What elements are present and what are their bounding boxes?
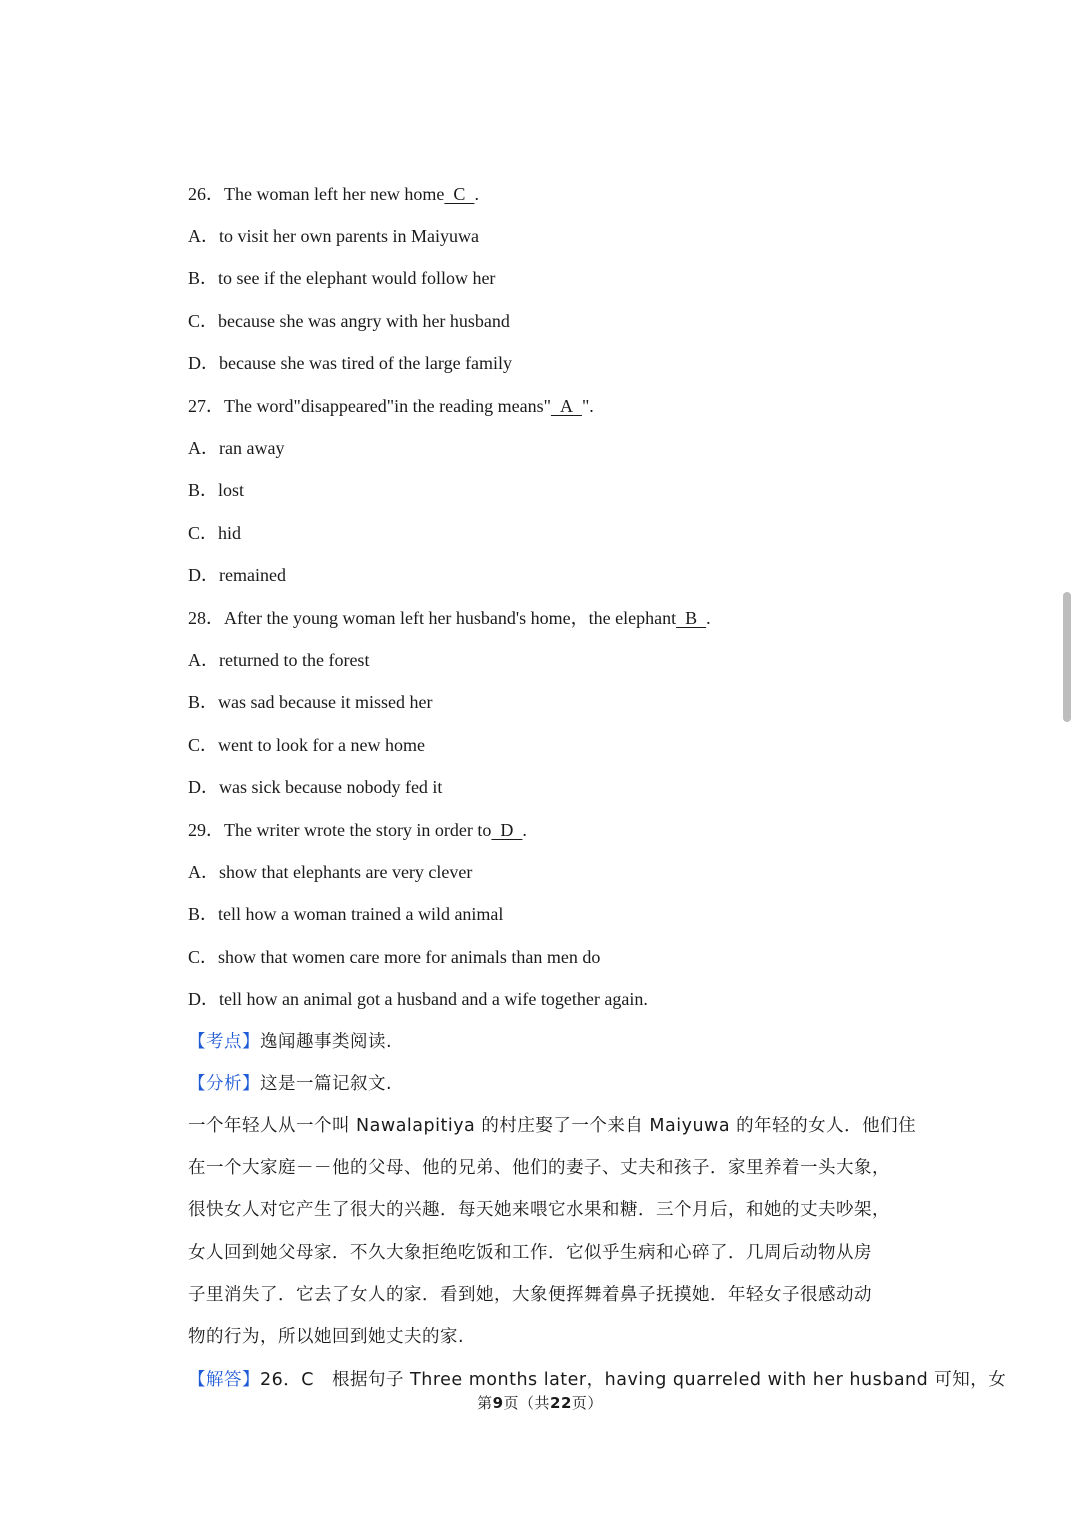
option-item: A．ran away bbox=[188, 438, 285, 458]
analysis-line: 在一个大家庭－－他的父母、他的兄弟、他们的妻子、丈夫和孩子．家里养着一头大象， bbox=[188, 1158, 890, 1178]
fenxi-label: 【分析】 bbox=[188, 1074, 260, 1094]
scrollbar-thumb[interactable] bbox=[1063, 592, 1071, 722]
option-item: B．lost bbox=[188, 480, 245, 500]
kaodian-text: 逸闻趣事类阅读. bbox=[260, 1032, 393, 1052]
question-stem-text: 27．The word"disappeared"in the reading means" bbox=[188, 396, 551, 416]
footer-middle: 页（共 bbox=[503, 1394, 551, 1412]
analysis-line: 女人回到她父母家．不久大象拒绝吃饭和工作．它似乎生病和心碎了．几周后动物从房 bbox=[188, 1243, 872, 1263]
option-item: B．to see if the elephant would follow her bbox=[188, 268, 496, 288]
footer-prefix: 第 bbox=[477, 1394, 493, 1412]
option-item: D．was sick because nobody fed it bbox=[188, 777, 443, 797]
question-28-stem bbox=[188, 606, 918, 630]
option-item: A．show that elephants are very clever bbox=[188, 862, 473, 882]
option-item: D．because she was tired of the large family bbox=[188, 353, 513, 373]
analysis-line: 很快女人对它产生了很大的兴趣．每天她来喂它水果和糖．三个月后，和她的丈夫吵架， bbox=[188, 1200, 890, 1220]
analysis-line: 物的行为，所以她回到她丈夫的家. bbox=[188, 1327, 465, 1347]
jieda-label: 【解答】 bbox=[188, 1370, 260, 1390]
option-item: B．was sad because it missed her bbox=[188, 692, 433, 712]
question-stem-text: 29．The writer wrote the story in order to bbox=[188, 820, 492, 840]
kaodian-label: 【考点】 bbox=[188, 1032, 260, 1052]
analysis-line: 一个年轻人从一个叫 Nawalapitiya 的村庄娶了一个来自 Maiyuwa 的年轻的女人．他们住 bbox=[188, 1116, 917, 1136]
option-item: C．hid bbox=[188, 523, 242, 543]
answer-blank: D bbox=[491, 820, 523, 840]
footer-suffix: 页） bbox=[571, 1394, 603, 1412]
answer-blank: C bbox=[444, 184, 475, 204]
fenxi-text: 这是一篇记叙文. bbox=[260, 1074, 393, 1094]
total-pages: 22 bbox=[550, 1394, 572, 1412]
answer-blank: B bbox=[676, 608, 707, 628]
question-stem-text: 28．After the young woman left her husband's home，the elephant bbox=[188, 608, 677, 628]
page-footer bbox=[0, 1392, 1080, 1414]
answer-blank: A bbox=[550, 396, 582, 416]
question-stem-end: . bbox=[474, 184, 479, 204]
question-stem-end: . bbox=[706, 608, 711, 628]
option-item: C．because she was angry with her husband bbox=[188, 311, 510, 331]
question-stem-end: ". bbox=[581, 396, 594, 416]
jieda-text: 26．C 根据句子 Three months later，having quarreled with her husband 可知，女 bbox=[260, 1370, 1007, 1390]
option-item: C．show that women care more for animals than men do bbox=[188, 947, 601, 967]
option-item: D．tell how an animal got a husband and a wife together again. bbox=[188, 989, 648, 1009]
question-stem-text: 26．The woman left her new home bbox=[188, 184, 445, 204]
analysis-line: 子里消失了．它去了女人的家．看到她，大象便挥舞着鼻子抚摸她．年轻女子很感动动 bbox=[188, 1285, 872, 1305]
option-item: D．remained bbox=[188, 565, 286, 585]
question-29-stem bbox=[188, 818, 918, 842]
option-item: B．tell how a woman trained a wild animal bbox=[188, 904, 504, 924]
kaodian-line bbox=[188, 1030, 918, 1054]
option-item: C．went to look for a new home bbox=[188, 735, 425, 755]
option-item: A．to visit her own parents in Maiyuwa bbox=[188, 226, 479, 246]
question-stem-end: . bbox=[522, 820, 527, 840]
option-item: A．returned to the forest bbox=[188, 650, 370, 670]
jieda-line bbox=[188, 1368, 1007, 1392]
question-27-stem bbox=[188, 394, 918, 418]
question-26-stem bbox=[188, 182, 918, 206]
fenxi-line bbox=[188, 1072, 918, 1096]
current-page-number: 9 bbox=[492, 1394, 504, 1412]
